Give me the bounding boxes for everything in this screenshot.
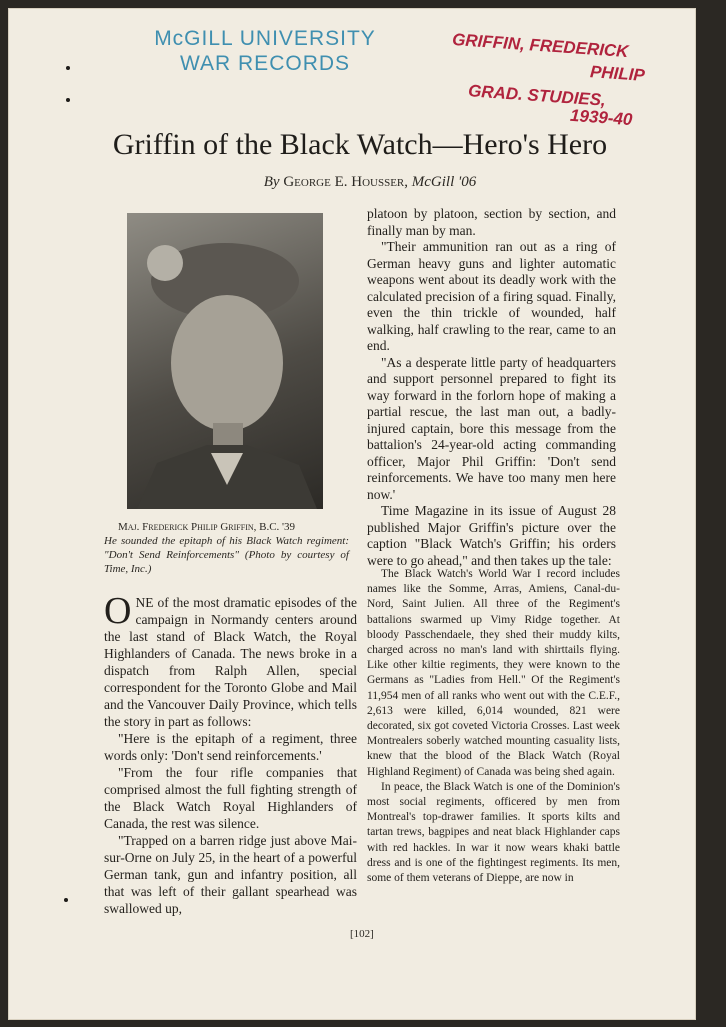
portrait-figure <box>127 213 323 509</box>
paragraph: "Their ammunition ran out as a ring of German heavy guns and lighter automatic weapons went about its deadly work with the calculated precision of a firing squad. Finally, even the thin trickle of wounded, half walking, half crawling to the rear, came to an end. <box>367 239 616 353</box>
handwritten-studies: GRAD. STUDIES, <box>467 81 607 110</box>
margin-mark <box>66 66 70 70</box>
time-quote-block <box>367 567 620 886</box>
article-title: Griffin of the Black Watch—Hero's Hero <box>112 128 608 161</box>
byline: By George E. Housser, McGill '06 <box>263 174 477 190</box>
paragraph: Time Magazine in its issue of August 28 published Major Griffin's picture over the caption "Black Watch's Griffin; his orders were to go ahead," and then takes up the tale: <box>367 503 616 568</box>
paragraph: "From the four rifle companies that comprised almost the full fighting strength of the Black Watch Royal Highlanders of Canada, the rest was silence. <box>104 765 357 831</box>
photo-caption: Maj. Frederick Philip Griffin, B.C. '39 He sounded the epitaph of his Black Watch regiment: "Don't Send Reinforcements" (Photo by courtesy of Time, Inc.) <box>104 521 349 575</box>
drop-cap: O <box>104 590 132 632</box>
handwritten-years: 1939-40 <box>569 105 634 130</box>
paragraph: "Here is the epitaph of a regiment, three words only: 'Don't send reinforcements.' <box>104 731 357 763</box>
paragraph: platoon by platoon, section by section, and finally man by man. <box>367 206 616 238</box>
handwritten-middle-name: PHILIP <box>589 62 646 85</box>
paragraph: "As a desperate little party of headquarters and support personnel prepared to fight its way forward in the forlorn hope of making a partial rescue, the last man out, a badly-injured captain, bore this message from the battalion's 24-year-old acting commanding officer, Major Phil Griffin: 'Don't send reinforcements. We have too many men here now.' <box>367 354 616 502</box>
article-left-column <box>104 590 357 917</box>
war-records-stamp: McGILL UNIVERSITY WAR RECORDS <box>154 27 376 75</box>
margin-mark <box>64 898 68 902</box>
page-number: [102] <box>350 928 374 940</box>
paragraph: In peace, the Black Watch is one of the Dominion's most social regiments, officered by men from Montreal's top-drawer families. It sports kilts and tartan trews, bagpipes and neat black Highlander caps with red hackles. In war it now wears khaki battle dress and is one of the fightingest regiments. Its men, some of them veterans of Dieppe, are now in <box>367 780 620 885</box>
paragraph: "Trapped on a barren ridge just above Mai-sur-Orne on July 25, in the heart of a powerful German tank, gun and infantry position, all that was left of their gallant spearhead was swallowed up, <box>104 833 357 916</box>
margin-mark <box>66 98 70 102</box>
paragraph: The Black Watch's World War I record includes names like the Somme, Arras, Amiens, Canal-du-Nord, Saint Julien. All three of the Regiment's battalions swarmed up Vimy Ridge together. At bloody Passchendaele, they shed their muddy kilts, charged across no man's land with shirttails flying. Like other kiltie regiments, they were known to the Germans as "Ladies from Hell." Of the Regiment's 11,954 men of all ranks who went out with the C.E.F., 2,613 were killed, 6,014 wounded, 821 were decorated, six got coveted Victoria Crosses. Last week Montrealers soberly watched mounting casuality lists, knew that the blood of the Black Watch (Royal Highland Regiment) of Canada was being shed again. <box>367 568 620 778</box>
article-right-column <box>367 206 616 569</box>
handwritten-name: GRIFFIN, FREDERICK <box>451 29 630 62</box>
portrait-photo <box>127 213 323 509</box>
opening-paragraph: ONE of the most dramatic episodes of the campaign in Normandy centers around the last stand of Black Watch, the Royal Highlanders of Canada. The news broke in a dispatch from Ralph Allen, special correspondent for the Toronto Globe and Mail and the Vancouver Daily Province, which tells the story in part as follows: <box>104 590 357 729</box>
